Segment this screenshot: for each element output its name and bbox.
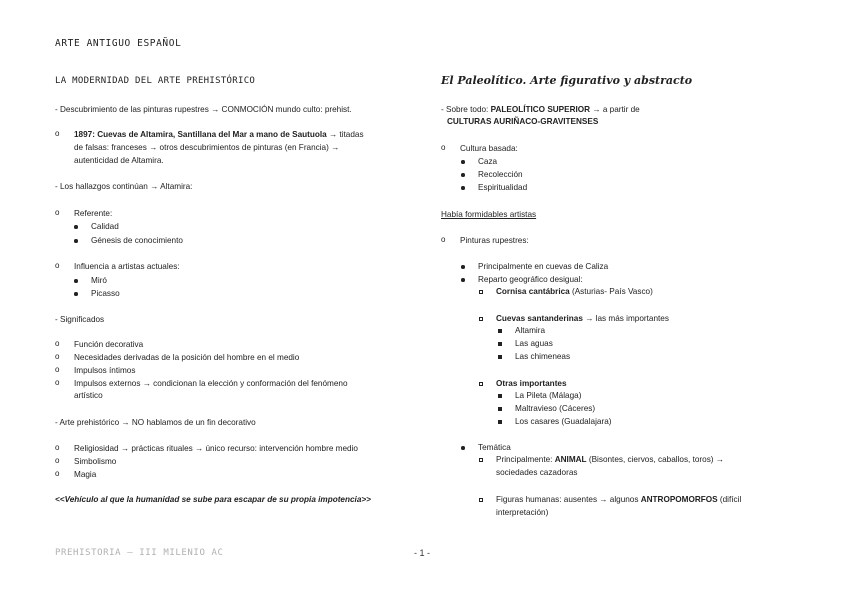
cs-chimeneas: Las chimeneas <box>515 352 571 361</box>
left-line-arte-prehistorico: - Arte prehistórico → NO hablamos de un fin decorativo <box>55 418 256 427</box>
right-section-title: El Paleolítico. Arte figurativo y abstracto <box>441 74 693 87</box>
square-bullet <box>479 458 483 462</box>
sig-impulsos-intimos: Impulsos íntimos <box>74 366 136 375</box>
filled-square-bullet <box>498 342 502 346</box>
circle-bullet: o <box>55 456 60 465</box>
item-cultura: Cultura basada: <box>460 144 518 153</box>
circle-bullet: o <box>55 339 60 348</box>
item-1897 <box>74 129 364 140</box>
rel-religiosidad: Religiosidad → prácticas rituales → único recurso: intervención hombre medio <box>74 444 358 453</box>
cuevas-santanderinas <box>496 313 669 324</box>
circle-bullet: o <box>55 261 60 270</box>
document-title: ARTE ANTIGUO ESPAÑOL <box>55 38 182 49</box>
left-line-significados: - Significados <box>55 315 105 324</box>
right-sobre-todo <box>441 104 640 115</box>
sobre-todo-pre: - Sobre todo: <box>441 105 491 114</box>
filled-square-bullet <box>498 407 502 411</box>
cul-espiritualidad: Espiritualidad <box>478 183 528 192</box>
bullet-dot <box>461 160 465 164</box>
habia-artistas: Había formidables artistas <box>441 210 537 219</box>
square-bullet <box>479 498 483 502</box>
otras-importantes: Otras importantes <box>496 379 567 388</box>
quote: <<Vehículo al que la humanidad se sube para escapar de su propia impotencia>> <box>55 495 371 504</box>
filled-square-bullet <box>498 329 502 333</box>
bullet-dot <box>461 278 465 282</box>
circle-bullet: o <box>55 469 60 478</box>
bullet-dot <box>74 225 78 229</box>
ref-calidad: Calidad <box>91 222 119 231</box>
page-number: - 1 - <box>414 548 431 558</box>
item-1897-line2: de falsas: franceses → otros descubrimientos de pinturas (en Francia) → <box>74 143 340 152</box>
tematica: Temática <box>478 443 511 452</box>
right-culturas: CULTURAS AURIÑACO-GRAVITENSES <box>447 117 599 126</box>
filled-square-bullet <box>498 355 502 359</box>
circle-bullet: o <box>441 235 446 244</box>
item-1897-bold: 1897: Cuevas de Altamira, Santillana del Mar a mano de Sautuola <box>74 130 327 139</box>
bullet-dot <box>461 173 465 177</box>
sig-necesidades: Necesidades derivadas de la posición del hombre en el medio <box>74 353 300 362</box>
bullet-dot <box>461 446 465 450</box>
cornisa-rest: (Asturias- País Vasco) <box>569 287 653 296</box>
square-bullet <box>479 290 483 294</box>
tem-humanas <box>496 494 741 505</box>
cs-altamira: Altamira <box>515 326 546 335</box>
rel-simbolismo: Simbolismo <box>74 457 117 466</box>
sobre-todo-bold: PALEOLÍTICO SUPERIOR <box>490 105 591 114</box>
square-bullet <box>479 317 483 321</box>
sig-impulsos-externos: Impulsos externos → condicionan la elección y conformación del fenómeno <box>74 379 348 388</box>
left-line-hallazgos: - Los hallazgos continúan → Altamira: <box>55 182 193 191</box>
tem-animal-bold: ANIMAL <box>554 455 587 464</box>
cs-aguas: Las aguas <box>515 339 553 348</box>
cuevas-bold: Cuevas santanderinas <box>496 314 583 323</box>
tem-humanas-bold: ANTROPOMORFOS <box>640 495 718 504</box>
item-pinturas: Pinturas rupestres: <box>460 236 529 245</box>
left-line-descubrimiento: - Descubrimiento de las pinturas rupestres → CONMOCIÓN mundo culto: prehist. <box>55 105 352 114</box>
sobre-todo-post: → a partir de <box>590 105 640 114</box>
ot-pileta: La Pileta (Málaga) <box>515 391 582 400</box>
cuevas-rest: → las más importantes <box>582 314 669 323</box>
p-reparto: Reparto geográfico desigual: <box>478 275 583 284</box>
ot-maltravieso: Maltravieso (Cáceres) <box>515 404 596 413</box>
cornisa-bold: Cornisa cantábrica <box>496 287 570 296</box>
bullet-dot <box>74 279 78 283</box>
ot-casares: Los casares (Guadalajara) <box>515 417 612 426</box>
square-bullet <box>479 382 483 386</box>
left-section-title: LA MODERNIDAD DEL ARTE PREHISTÓRICO <box>55 76 256 86</box>
ref-genesis: Génesis de conocimiento <box>91 236 183 245</box>
cul-caza: Caza <box>478 157 498 166</box>
circle-bullet: o <box>55 443 60 452</box>
tem-humanas-pre: Figuras humanas: ausentes → algunos <box>496 495 641 504</box>
tem-humanas-post: (difícil <box>717 495 742 504</box>
bullet-dot <box>74 292 78 296</box>
inf-picasso: Picasso <box>91 289 120 298</box>
circle-bullet: o <box>55 208 60 217</box>
circle-bullet: o <box>55 365 60 374</box>
sig-impulsos-externos-line2: artístico <box>74 391 103 400</box>
circle-bullet: o <box>55 378 60 387</box>
filled-square-bullet <box>498 394 502 398</box>
filled-square-bullet <box>498 420 502 424</box>
bullet-dot <box>461 186 465 190</box>
cul-recoleccion: Recolección <box>478 170 523 179</box>
p-caliza: Principalmente en cuevas de Caliza <box>478 262 609 271</box>
rel-magia: Magia <box>74 470 97 479</box>
item-1897-line3: autenticidad de Altamira. <box>74 156 164 165</box>
tem-animal-line2: sociedades cazadoras <box>496 468 578 477</box>
inf-miro: Miró <box>91 276 107 285</box>
footer-left: PREHISTORIA – III MILENIO AC <box>55 548 224 558</box>
tem-humanas-line2: interpretación) <box>496 508 549 517</box>
sig-funcion: Función decorativa <box>74 340 144 349</box>
bullet-dot <box>74 239 78 243</box>
circle-bullet: o <box>441 143 446 152</box>
item-1897-rest: → titadas <box>326 130 364 139</box>
cornisa <box>496 286 653 297</box>
tem-animal-post: (Bisontes, ciervos, caballos, toros) → <box>586 455 724 464</box>
item-referente: Referente: <box>74 209 113 218</box>
bullet-dot <box>461 265 465 269</box>
tem-animal <box>496 454 724 465</box>
circle-bullet: o <box>55 352 60 361</box>
circle-bullet: o <box>55 129 60 138</box>
item-influencia: Influencia a artistas actuales: <box>74 262 180 271</box>
tem-animal-pre: Principalmente: <box>496 455 555 464</box>
